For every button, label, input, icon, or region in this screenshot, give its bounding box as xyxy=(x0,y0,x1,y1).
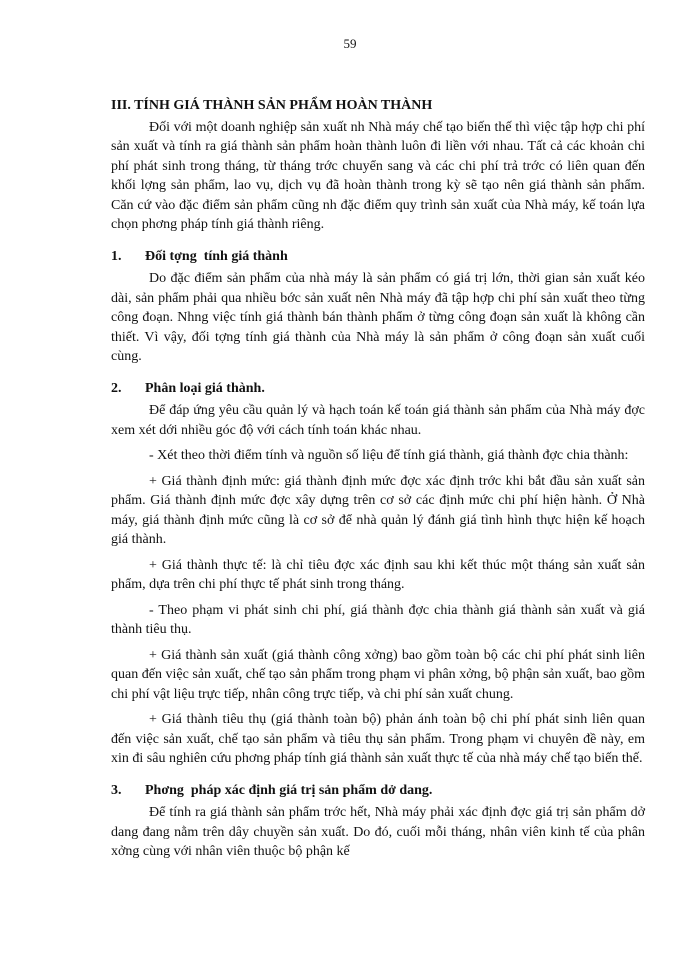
subsection-1-paragraph: Do đặc điểm sản phẩm của nhà máy là sản phẩm có giá trị lớn, thời gian sản xuất kéo dài, sản phẩm phải qua nhiều bớc sản xuất nên Nhà máy đã tập hợp chi phí sản xuất theo từng công đoạn. Nhng việc tính giá thành bán thành phẩm ở từng công đoạn sản xuất là không cần thiết. Vì vậy, đối tợng tính giá thành của Nhà máy là sản phẩm ở công đoạn sản xuất cuối cùng. xyxy=(111,271,645,364)
document-body xyxy=(111,96,645,862)
subsection-2-paragraph-2: - Xét theo thời điểm tính và nguồn số liệu để tính giá thành, giá thành đợc chia thành: xyxy=(149,448,629,463)
subsection-2-paragraph-1: Để đáp ứng yêu cầu quản lý và hạch toán kế toán giá thành sản phẩm của Nhà máy đợc xem xét dới nhiều góc độ với cách tính toán khác nhau. xyxy=(111,403,645,438)
subsection-2-paragraph-6: + Giá thành sản xuất (giá thành công xởng) bao gồm toàn bộ các chi phí phát sinh liên quan đến việc sản xuất, chế tạo sản phẩm trong phạm vi phân xởng, bộ phận sản xuất, bao gồm chi phí vật liệu trực tiếp, nhân công trực tiếp, và chi phí sản xuất chung. xyxy=(111,647,645,702)
subsection-1-heading xyxy=(111,247,645,267)
subsection-2-paragraph-4: + Giá thành thực tế: là chỉ tiêu đợc xác định sau khi kết thúc một tháng sản xuất sản phẩm, dựa trên chi phí thực tế phát sinh trong tháng. xyxy=(111,557,645,592)
section-heading: III. TÍNH GIÁ THÀNH SẢN PHẨM HOÀN THÀNH xyxy=(111,98,433,113)
subsection-3-title: Phơng pháp xác định giá trị sản phẩm dở dang. xyxy=(145,782,433,798)
subsection-2-paragraph-3: + Giá thành định mức: giá thành định mức đợc xác định trớc khi bắt đầu sản xuất sản phẩm. Giá thành định mức đợc xây dựng trên cơ sở các định mức chi phí hiện hành. Ở Nhà máy, giá thành định mức cũng là cơ sở để nhà quản lý đánh giá tình hình thực hiện kế hoạch giá thành. xyxy=(111,473,645,547)
intro-paragraph: Đối với một doanh nghiệp sản xuất nh Nhà máy chế tạo biến thế thì việc tập hợp chi phí sản xuất và tính ra giá thành sản phẩm hoàn thành luôn đi liền với nhau. Tất cả các khoản chi phí phát sinh trong tháng, từ tháng trớc chuyển sang và các chi phí trả trớc có liên quan đến khối lợng sản phẩm, lao vụ, dịch vụ đã hoàn thành trong kỳ sẽ tạo nên giá thành sản phẩm. Căn cứ vào đặc điểm sản phẩm cũng nh đặc điểm quy trình sản xuất của Nhà máy, kế toán lựa chọn phơng pháp tính giá thành riêng. xyxy=(111,119,645,232)
subsection-1-number: 1. xyxy=(111,248,122,264)
subsection-2-paragraph-7: + Giá thành tiêu thụ (giá thành toàn bộ) phản ánh toàn bộ chi phí phát sinh liên quan đến việc sản xuất, chế tạo sản phẩm và tiêu thụ sản phẩm. Trong phạm vi chuyên đề này, em xin đi sâu nghiên cứu phơng pháp tính giá thành sản xuất thực tế của nhà máy chế tạo biến thế. xyxy=(111,712,645,766)
page-number: 59 xyxy=(343,36,357,51)
subsection-1-title: Đối tợng tính giá thành xyxy=(145,248,288,264)
subsection-3-heading xyxy=(111,781,645,801)
subsection-2-paragraph-5: - Theo phạm vi phát sinh chi phí, giá thành đợc chia thành giá thành sản xuất và giá thành tiêu thụ. xyxy=(111,602,645,637)
subsection-3-number: 3. xyxy=(111,782,122,798)
subsection-2-title: Phân loại giá thành. xyxy=(145,380,265,396)
subsection-2-number: 2. xyxy=(111,380,122,396)
subsection-2-heading xyxy=(111,379,645,399)
subsection-3-paragraph: Để tính ra giá thành sản phẩm trớc hết, Nhà máy phải xác định đợc giá trị sản phẩm dở dang đang nằm trên dây chuyền sản xuất. Do đó, cuối mỗi tháng, nhân viên kinh tế của phân xởng cùng với nhân viên thuộc bộ phận kế xyxy=(111,805,645,859)
